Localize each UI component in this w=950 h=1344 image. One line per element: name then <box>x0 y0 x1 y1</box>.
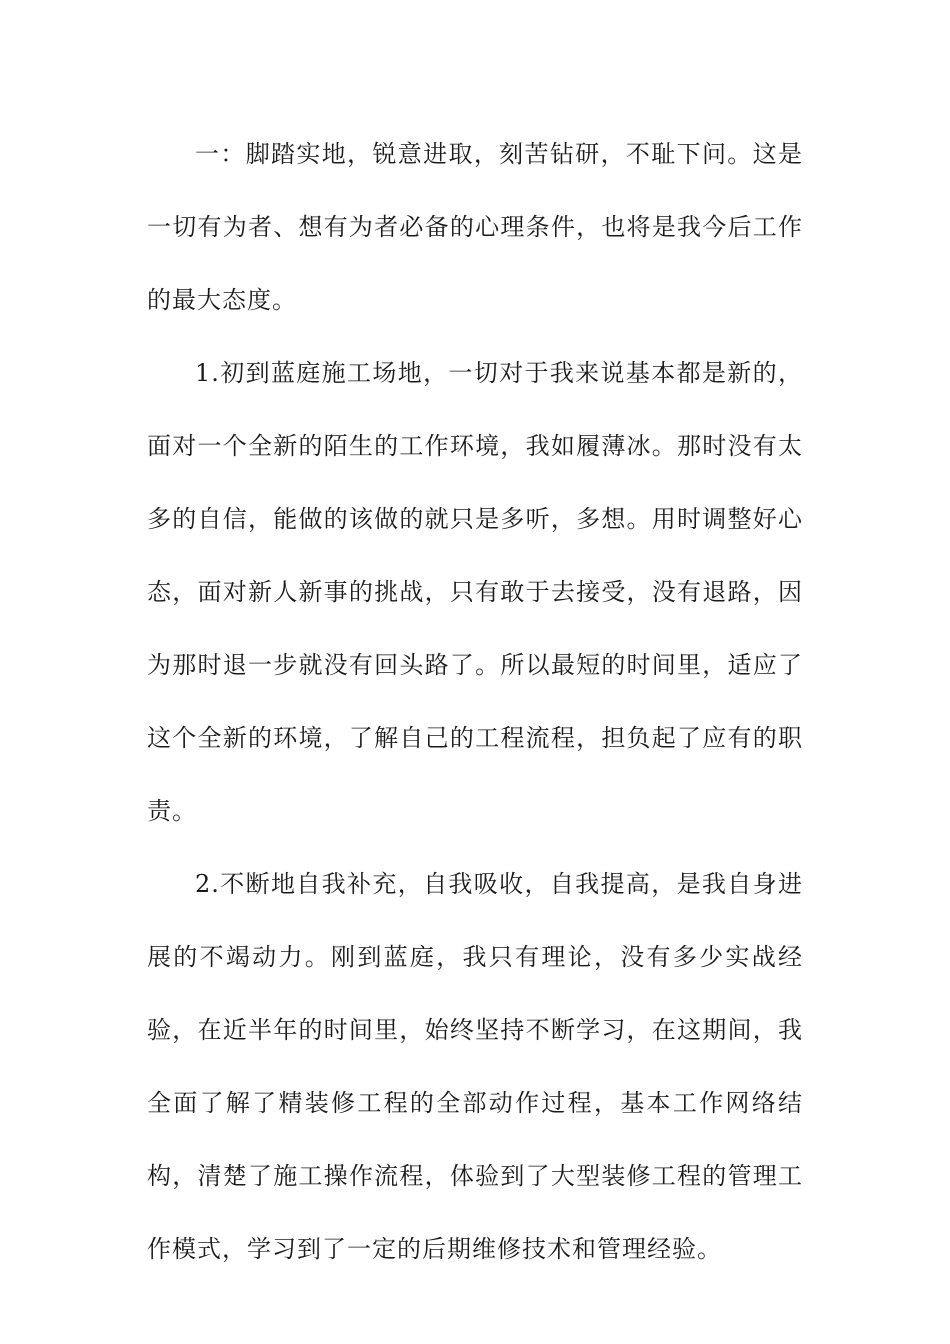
paragraph-item-1: 1.初到蓝庭施工场地，一切对于我来说基本都是新的，面对一个全新的陌生的工作环境，我如履薄冰。那时没有太多的自信，能做的该做的就只是多听，多想。用时调整好心态，面对新人新事的挑战，只有敢于去接受，没有退路，因为那时退一步就没有回头路了。所以最短的时间里，适应了这个全新的环境，了解自己的工程流程，担负起了应有的职责。 <box>147 359 803 825</box>
paragraph-item-2: 2.不断地自我补充，自我吸收，自我提高，是我自身进展的不竭动力。刚到蓝庭，我只有理论，没有多少实战经验，在近半年的时间里，始终坚持不断学习，在这期间，我全面了解了精装修工程的全部动作过程，基本工作网络结构，清楚了施工操作流程，体验到了大型装修工程的管理工作模式，学习到了一定的后期维修技术和管理经验。 <box>147 870 803 1263</box>
paragraph-attitude: 一：脚踏实地，锐意进取，刻苦钻研，不耻下问。这是一切有为者、想有为者必备的心理条件，也将是我今后工作的最大态度。 <box>147 140 803 314</box>
document-body <box>147 118 803 1286</box>
